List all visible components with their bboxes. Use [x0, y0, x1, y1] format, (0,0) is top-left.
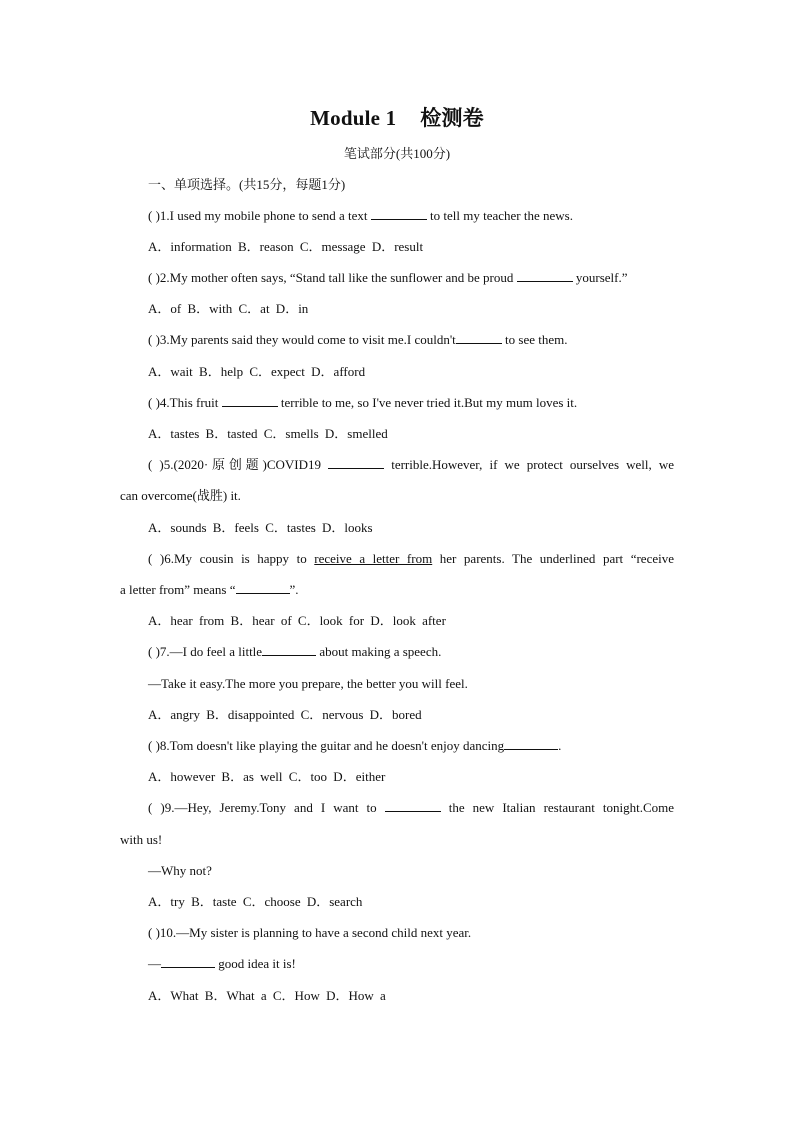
question-7-reply: —Take it easy.The more you prepare, the better you will feel. [148, 676, 468, 691]
question-10-options: A．What B．What a C．How D．How a [148, 988, 386, 1003]
answer-blank [517, 268, 573, 282]
question-1-options: A．information B．reason C．message D．result [148, 239, 424, 254]
page-title [0, 103, 794, 133]
answer-blank [504, 736, 558, 750]
answer-blank [328, 455, 384, 469]
answer-blank [161, 954, 215, 968]
answer-blank [371, 206, 427, 220]
question-8-stem: ( )8.Tom doesn't like playing the guitar and he doesn't enjoy dancing . [148, 738, 562, 753]
question-9-reply: —Why not? [148, 863, 212, 878]
question-6-stem: ( )6.My cousin is happy to receive a letter from her parents. The underlined part “receive [148, 551, 674, 566]
question-7-options: A．angry B．disappointed C．nervous D．bored [148, 707, 422, 722]
question-10-stem: ( )10.—My sister is planning to have a second child next year. [148, 925, 472, 940]
answer-blank [456, 330, 502, 344]
question-2-options: A．of B．with C．at D．in [148, 301, 309, 316]
question-3-options: A．wait B．help C．expect D．afford [148, 364, 366, 379]
title-module: Module 1 [310, 106, 397, 130]
underlined-phrase: receive a letter from [314, 551, 433, 566]
question-10-reply: — good idea it is! [148, 956, 296, 971]
question-9-options: A．try B．taste C．choose D．search [148, 894, 363, 909]
question-6-options: A．hear from B．hear of C．look for D．look after [148, 613, 446, 628]
question-9-stem-continued: with us! [120, 832, 163, 847]
page-subtitle: 笔试部分(共100分) [343, 146, 451, 161]
question-2-stem: ( )2.My mother often says, “Stand tall like the sunflower and be proud yourself.” [148, 270, 628, 285]
question-8-options: A．however B．as well C．too D．either [148, 769, 386, 784]
question-7-stem: ( )7.—I do feel a little about making a speech. [148, 644, 442, 659]
question-9-stem: ( )9.—Hey, Jeremy.Tony and I want to the new Italian restaurant tonight.Come [148, 800, 674, 815]
question-1-stem: ( )1.I used my mobile phone to send a text to tell my teacher the news. [148, 208, 573, 223]
question-4-options: A．tastes B．tasted C．smells D．smelled [148, 426, 388, 441]
question-5-options: A．sounds B．feels C．tastes D．looks [148, 520, 373, 535]
question-5-stem: ( )5.(2020·原创题)COVID19 terrible.However, if we protect ourselves well, we [148, 457, 674, 472]
question-5-stem-continued: can overcome(战胜) it. [120, 488, 241, 503]
answer-blank [385, 798, 441, 812]
section-heading: 一、单项选择。(共15分，每题1分) [148, 177, 346, 192]
question-4-stem: ( )4.This fruit terrible to me, so I've never tried it.But my mum loves it. [148, 395, 578, 410]
answer-blank [236, 580, 290, 594]
answer-blank [262, 642, 316, 656]
question-3-stem: ( )3.My parents said they would come to visit me.I couldn't to see them. [148, 332, 568, 347]
question-6-stem-continued: a letter from” means “ ”. [120, 582, 299, 597]
answer-blank [222, 393, 278, 407]
title-chinese: 检测卷 [420, 106, 484, 130]
